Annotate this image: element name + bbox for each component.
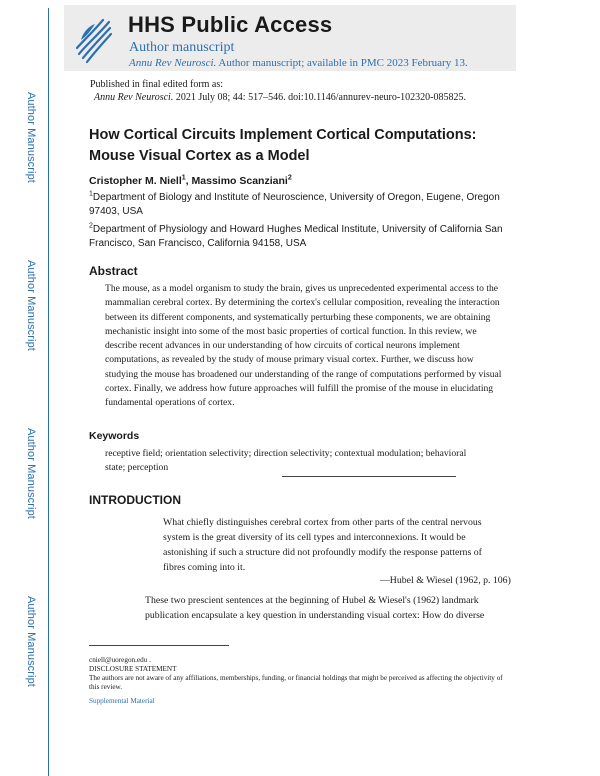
intro-paragraph: These two prescient sentences at the beginning of Hubel & Wiesel's (1962) landmark publication encapsulate a key question in understanding visual cortex: How do diverse (145, 595, 485, 621)
side-divider (48, 8, 49, 776)
affiliation-2-text: Department of Physiology and Howard Hughes Medical Institute, University of California San Francisco, San Francisco, California 94158, USA (89, 224, 503, 249)
authors (89, 175, 292, 187)
abstract-heading: Abstract (89, 264, 138, 278)
disclosure-heading: DISCLOSURE STATEMENT (89, 665, 177, 673)
header-availability (129, 57, 468, 69)
header-subtitle: Author manuscript (129, 40, 235, 55)
keywords-divider (282, 476, 456, 477)
header-title: HHS Public Access (128, 12, 333, 37)
article-title: How Cortical Circuits Implement Cortical Computations: Mouse Visual Cortex as a Model (89, 127, 477, 164)
footnote-divider (89, 645, 229, 646)
header-availability-text: Author manuscript; available in PMC 2023 February 13. (216, 57, 468, 69)
introduction-heading: INTRODUCTION (89, 493, 181, 507)
affiliation-1-text: Department of Biology and Institute of Neuroscience, University of Oregon, Eugene, Oregon 97403, USA (89, 192, 500, 217)
author-2: Massimo Scanziani (191, 175, 288, 187)
author-2-sup: 2 (287, 174, 292, 182)
author-1: Cristopher M. Niell (89, 175, 182, 187)
citation-text: 2021 July 08; 44: 517–546. doi:10.1146/annurev-neuro-102320-085825. (173, 92, 466, 103)
citation-journal: Annu Rev Neurosci. (94, 92, 174, 103)
published-label: Published in final edited form as: (90, 79, 224, 90)
keywords-heading: Keywords (89, 430, 140, 442)
author-1-sup: 1 (181, 174, 186, 182)
side-label-4: Author Manuscript (25, 595, 37, 687)
affiliation-2 (89, 223, 509, 251)
header-journal: Annu Rev Neurosci. (129, 57, 217, 69)
author-sep: , (185, 175, 192, 187)
epigraph-attribution: —Hubel & Wiesel (1962, p. 106) (380, 575, 511, 586)
affiliation-1-sup: 1 (89, 190, 93, 198)
keywords-text: receptive field; orientation selectivity; direction selectivity; contextual modulation; behavioral state; perception (105, 448, 467, 473)
affiliation-1 (89, 191, 509, 219)
side-label-1: Author Manuscript (25, 91, 37, 183)
footnote-email[interactable]: cniell@uoregon.edu . (89, 656, 151, 664)
supplemental-material-link[interactable]: Supplemental Material (89, 697, 155, 705)
citation (94, 92, 466, 103)
abstract-text: The mouse, as a model organism to study the brain, gives us unprecedented experimental access to the mammalian cerebral cortex. By determining the cortex's cellular composition, revealing the interaction between its different components, and systematically perturbing these components, we are obtaining mechanistic insight into some of the most basic properties of cortical function. In this review, we describe recent advances in our understanding of how circuits of cortical neurons implement computations, as revealed by the study of mouse primary visual cortex. Further, we discuss how studying the mouse has broadened our understanding of the range of computations performed by visual cortex. Finally, we address how future approaches will fulfill the promise of the mouse in elucidating fundamental operations of cortex. (105, 283, 502, 409)
side-label-3: Author Manuscript (25, 427, 37, 519)
disclosure-text: The authors are not aware of any affiliations, memberships, funding, or financial holdings that might be perceived as affecting the objectivity of this review. (89, 674, 503, 691)
hhs-eagle-logo-icon (73, 14, 113, 66)
epigraph-quote: What chiefly distinguishes cerebral cortex from other parts of the central nervous system is the great diversity of its cell types and interconnexions. It would be astonishing if such a structure did not profoundly modify the response patterns of fibres coming into it. (163, 517, 482, 573)
affiliation-2-sup: 2 (89, 222, 93, 230)
side-label-2: Author Manuscript (25, 259, 37, 351)
